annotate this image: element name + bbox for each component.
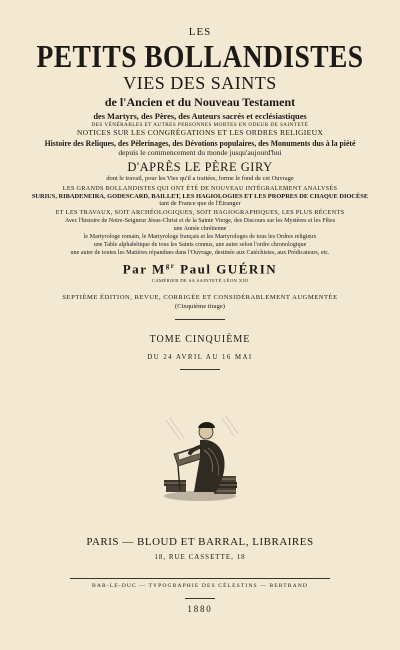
notices-line: NOTICES SUR LES CONGRÉGATIONS ET LES ORDRES RELIGIEUX bbox=[76, 128, 324, 138]
year-line: 1880 bbox=[187, 604, 213, 614]
tirage-line: (Cinquième tirage) bbox=[175, 302, 225, 310]
author-line bbox=[0, 262, 400, 277]
author-prefix: Par M bbox=[122, 260, 166, 276]
surius-line: SURIUS, RIBADENEIRA, GODESCARD, BAILLET, LES HAGIOLOGIES ET LES PROPRES DE CHAQUE DIOCÈSE bbox=[31, 192, 369, 200]
year-block bbox=[0, 604, 400, 614]
apres-line: D'APRÈS LE PÈRE GIRY bbox=[127, 159, 273, 174]
dates-line: DU 24 AVRIL AU 16 MAI bbox=[147, 353, 253, 361]
main-title: PETITS BOLLANDISTES bbox=[36, 37, 364, 74]
avec-line-2: une Année chrétienne bbox=[173, 225, 227, 232]
printer-line: BAR-LE-DUC — TYPOGRAPHIE DES CÉLESTINS — BERTRAND bbox=[92, 583, 308, 589]
dont-line: dont le travail, pour les Vies qu'il a traitées, forme le fond de cet Ouvrage bbox=[106, 175, 294, 183]
avec-line-4: une Table alphabétique de tous les Saints connus, une autre selon l'ordre chronologique bbox=[93, 241, 307, 248]
testament-line: de l'Ancien et du Nouveau Testament bbox=[104, 94, 296, 109]
divider-rule bbox=[175, 319, 225, 320]
histoire-line: Histoire des Reliques, des Pèlerinages, des Dévotions populaires, des Monuments dus à la piété bbox=[44, 138, 356, 149]
grands-bollandistes-line: LES GRANDS BOLLANDISTES QUI ONT ÉTÉ DE NOUVEAU INTÉGRALEMENT ANALYSÉS bbox=[62, 184, 338, 192]
author-name: Paul GUÉRIN bbox=[175, 260, 278, 276]
avec-line-5: une autre de toutes les Matières répandues dans l'Ouvrage, destinée aux Catéchistes, aux Prédicateurs, etc. bbox=[70, 249, 330, 256]
depuis-line: depuis le commencement du monde jusqu'aujourd'hui bbox=[118, 148, 282, 158]
avec-line-3: le Martyrologe romain, le Martyrologe français et les Martyrologes de tous les Ordres religieux bbox=[83, 233, 317, 240]
tant-line: tant de France que de l'Étranger bbox=[159, 199, 241, 207]
tome-line: TOME CINQUIÈME bbox=[149, 334, 251, 346]
edition-line: SEPTIÈME ÉDITION, REVUE, CORRIGÉE ET CONSIDÉRABLEMENT AUGMENTÉE bbox=[62, 294, 338, 302]
publisher-block bbox=[0, 536, 400, 561]
publisher-line: PARIS — BLOUD ET BARRAL, LIBRAIRES bbox=[86, 536, 314, 548]
author-sup: gr bbox=[165, 261, 176, 270]
scholar-vignette-icon bbox=[160, 410, 240, 502]
venerables-line: DES VÉNÉRABLES ET AUTRES PERSONNES MORTES EN ODEUR DE SAINTETÉ bbox=[91, 122, 309, 129]
travaux-line: ET LES TRAVAUX, SOIT ARCHÉOLOGIQUES, SOIT HAGIOGRAPHIQUES, LES PLUS RÉCENTS bbox=[55, 209, 345, 217]
title-les: LES bbox=[188, 26, 212, 38]
year-rule bbox=[185, 598, 215, 599]
subtitle: VIES DES SAINTS bbox=[123, 73, 277, 94]
divider-rule-2 bbox=[180, 369, 220, 370]
martyrs-line: des Martyrs, des Pères, des Auteurs sacrés et ecclésiastiques bbox=[93, 111, 307, 121]
address-line: 18, RUE CASSETTE, 18 bbox=[154, 552, 246, 561]
printer-block bbox=[0, 583, 400, 589]
author-title: CAMÉRIER DE SA SAINTETÉ LÉON XIII bbox=[151, 277, 249, 283]
avec-line-1: Avec l'histoire de Notre-Seigneur Jésus-Christ et de la Sainte Vierge, des Discours sur les Mystères et les Fêtes bbox=[64, 217, 336, 224]
publisher-rule bbox=[70, 578, 330, 579]
